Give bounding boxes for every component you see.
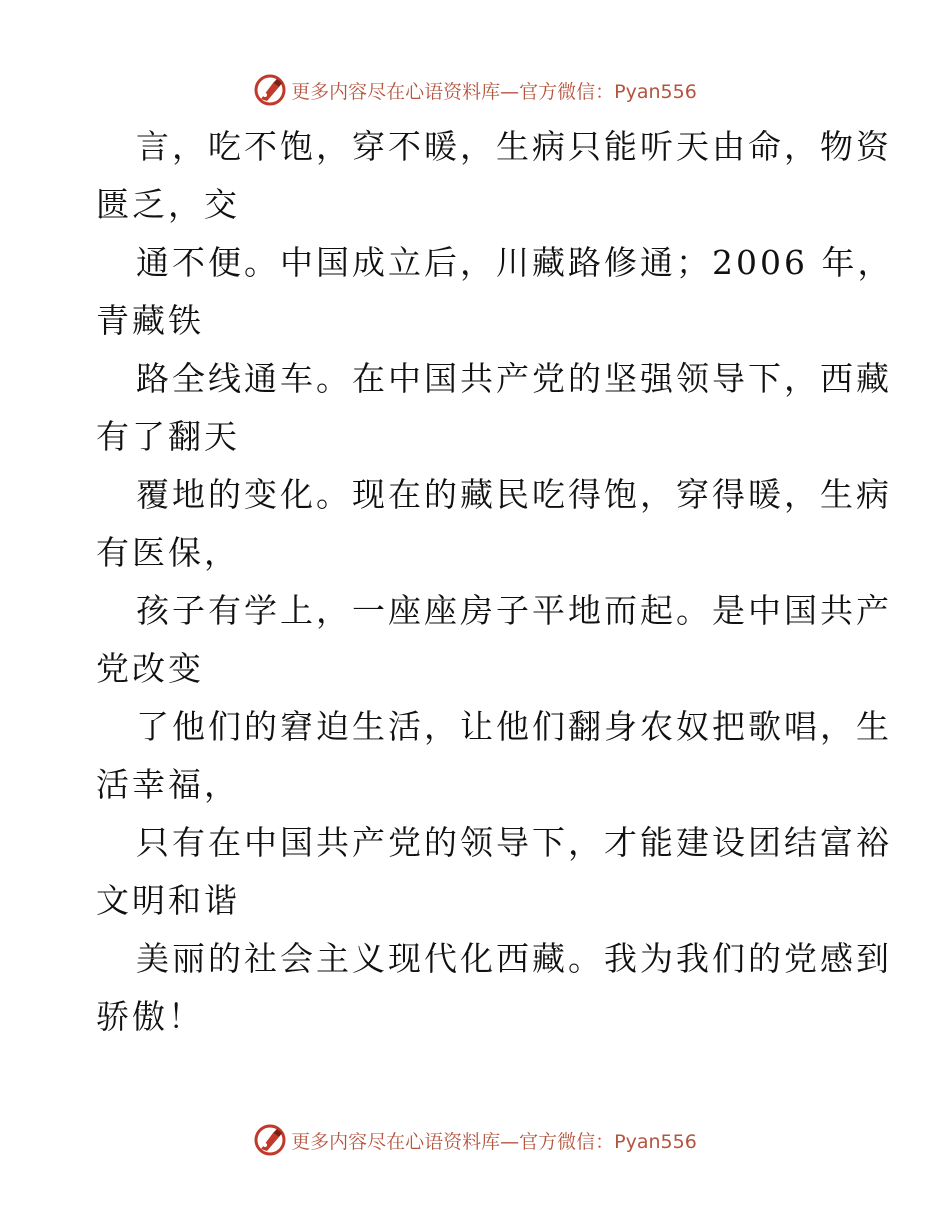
body-line-12: 活幸福， (96, 765, 240, 804)
body-line-16: 骄傲！ (96, 997, 204, 1036)
body-line-11: 了他们的窘迫生活，让他们翻身农奴把歌唱，生 (136, 707, 892, 746)
body-line-13: 只有在中国共产党的领导下，才能建设团结富裕 (136, 823, 892, 862)
pen-nib-logo-icon (253, 1123, 287, 1157)
footer-banner-text: 更多内容尽在心语资料库—官方微信：Pyan556 (291, 1130, 697, 1153)
body-line-5: 路全线通车。在中国共产党的坚强领导下，西藏 (136, 359, 892, 398)
body-line-14: 文明和谐 (96, 881, 240, 920)
body-line-7: 覆地的变化。现在的藏民吃得饱，穿得暖，生病 (136, 475, 892, 514)
header-banner-text: 更多内容尽在心语资料库—官方微信：Pyan556 (291, 80, 697, 103)
body-line-6: 有了翻天 (96, 417, 240, 456)
body-line-1: 言，吃不饱，穿不暖，生病只能听天由命，物资 (136, 127, 892, 166)
footer-banner (0, 1120, 950, 1160)
body-line-4: 青藏铁 (96, 301, 204, 340)
body-line-8: 有医保， (96, 533, 240, 572)
body-line-10: 党改变 (96, 649, 204, 688)
header-banner (0, 70, 950, 110)
pen-nib-logo-icon (253, 73, 287, 107)
body-line-15: 美丽的社会主义现代化西藏。我为我们的党感到 (136, 939, 892, 978)
document-body (96, 118, 894, 1046)
body-line-3: 通不便。中国成立后，川藏路修通；2006 年， (136, 243, 894, 282)
body-line-9: 孩子有学上，一座座房子平地而起。是中国共产 (136, 591, 892, 630)
body-line-2: 匮乏，交 (96, 185, 240, 224)
